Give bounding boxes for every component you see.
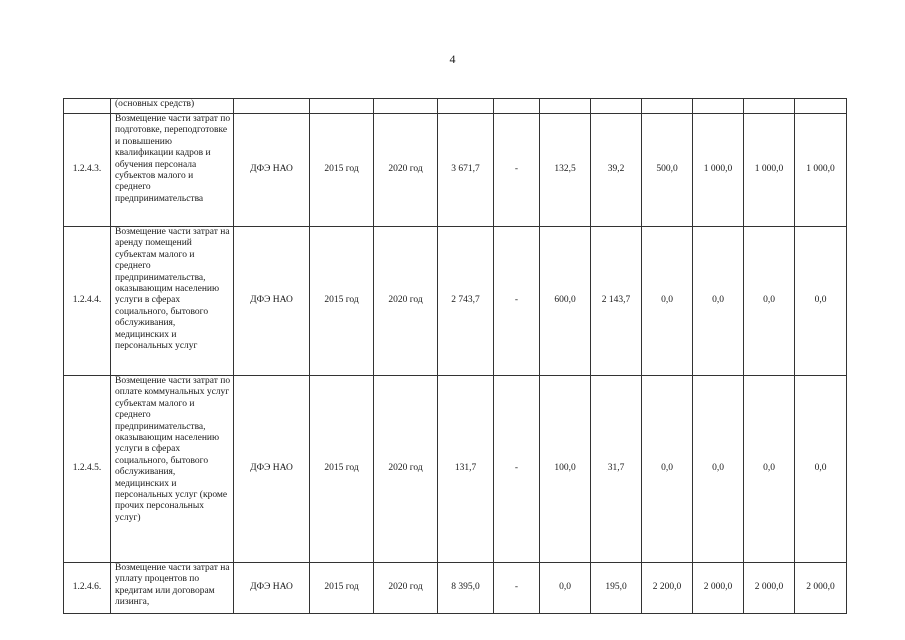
row-total: 8 395,0 <box>438 563 494 614</box>
row-code: 1.2.4.6. <box>64 563 111 614</box>
page-number: 4 <box>449 52 456 66</box>
row-value-2016: 2 143,7 <box>591 227 642 376</box>
row-code: 1.2.4.4. <box>64 227 111 376</box>
row-name <box>111 114 234 227</box>
row-value-2015: 600,0 <box>540 227 591 376</box>
row-start-year: 2015 год <box>310 114 374 227</box>
row-name-text: Возмещение части затрат на аренду помещений субъектам малого и среднего предпринимательства, оказывающим населению услуги в сферах социального, бытового обслуживания, медицинских и персональных услуг <box>115 227 230 352</box>
row-value-2019 <box>744 99 795 114</box>
row-name <box>111 563 234 614</box>
row-value-2015: 132,5 <box>540 114 591 227</box>
row-end-year: 2020 год <box>374 376 438 563</box>
row-executor: ДФЭ НАО <box>234 563 310 614</box>
row-name-text: (основных средств) <box>115 99 195 109</box>
row-value-2015: 100,0 <box>540 376 591 563</box>
row-value-2020: 0,0 <box>795 376 847 563</box>
row-total <box>438 99 494 114</box>
row-value-2017: 0,0 <box>642 376 693 563</box>
row-value-2020: 0,0 <box>795 227 847 376</box>
row-end-year <box>374 99 438 114</box>
table-row <box>64 99 847 114</box>
table-row <box>64 563 847 614</box>
row-value-2017 <box>642 99 693 114</box>
row-start-year: 2015 год <box>310 376 374 563</box>
row-code: 1.2.4.5. <box>64 376 111 563</box>
row-value-2018 <box>693 99 744 114</box>
row-name <box>111 227 234 376</box>
row-column-6: - <box>494 563 540 614</box>
row-code: 1.2.4.3. <box>64 114 111 227</box>
row-value-2019: 0,0 <box>744 376 795 563</box>
row-column-6 <box>494 99 540 114</box>
table-row <box>64 376 847 563</box>
row-total: 131,7 <box>438 376 494 563</box>
row-executor: ДФЭ НАО <box>234 114 310 227</box>
program-table <box>63 98 847 614</box>
row-executor <box>234 99 310 114</box>
row-name <box>111 99 234 114</box>
row-value-2020: 2 000,0 <box>795 563 847 614</box>
table-row <box>64 114 847 227</box>
row-value-2019: 2 000,0 <box>744 563 795 614</box>
row-executor: ДФЭ НАО <box>234 376 310 563</box>
row-executor: ДФЭ НАО <box>234 227 310 376</box>
row-value-2016 <box>591 99 642 114</box>
row-start-year: 2015 год <box>310 563 374 614</box>
row-column-6: - <box>494 227 540 376</box>
row-start-year <box>310 99 374 114</box>
row-value-2018: 0,0 <box>693 227 744 376</box>
row-code <box>64 99 111 114</box>
row-end-year: 2020 год <box>374 563 438 614</box>
row-name <box>111 376 234 563</box>
row-column-6: - <box>494 114 540 227</box>
row-name-text: Возмещение части затрат по подготовке, переподготовке и повышению квалификации кадров и обучения персонала субъектов малого и среднего предпринимательства <box>115 114 231 204</box>
row-end-year: 2020 год <box>374 114 438 227</box>
row-value-2019: 0,0 <box>744 227 795 376</box>
row-value-2018: 2 000,0 <box>693 563 744 614</box>
row-value-2016: 31,7 <box>591 376 642 563</box>
row-value-2017: 2 200,0 <box>642 563 693 614</box>
row-value-2020: 1 000,0 <box>795 114 847 227</box>
row-column-6: - <box>494 376 540 563</box>
row-end-year: 2020 год <box>374 227 438 376</box>
row-total: 2 743,7 <box>438 227 494 376</box>
row-value-2018: 1 000,0 <box>693 114 744 227</box>
row-value-2020 <box>795 99 847 114</box>
row-value-2015 <box>540 99 591 114</box>
row-value-2016: 195,0 <box>591 563 642 614</box>
row-name-text: Возмещение части затрат на уплату процентов по кредитам или договорам лизинга, <box>115 563 230 608</box>
row-value-2019: 1 000,0 <box>744 114 795 227</box>
table-row <box>64 227 847 376</box>
row-value-2017: 500,0 <box>642 114 693 227</box>
row-value-2016: 39,2 <box>591 114 642 227</box>
row-total: 3 671,7 <box>438 114 494 227</box>
row-value-2015: 0,0 <box>540 563 591 614</box>
row-start-year: 2015 год <box>310 227 374 376</box>
row-name-text: Возмещение части затрат по оплате коммунальных услуг субъектам малого и среднего предпринимательства, оказывающим населению услуги в сферах социального, бытового обслуживания, медицинских и персональных услуг (кроме прочих персональных услуг) <box>115 376 231 523</box>
row-value-2017: 0,0 <box>642 227 693 376</box>
row-value-2018: 0,0 <box>693 376 744 563</box>
